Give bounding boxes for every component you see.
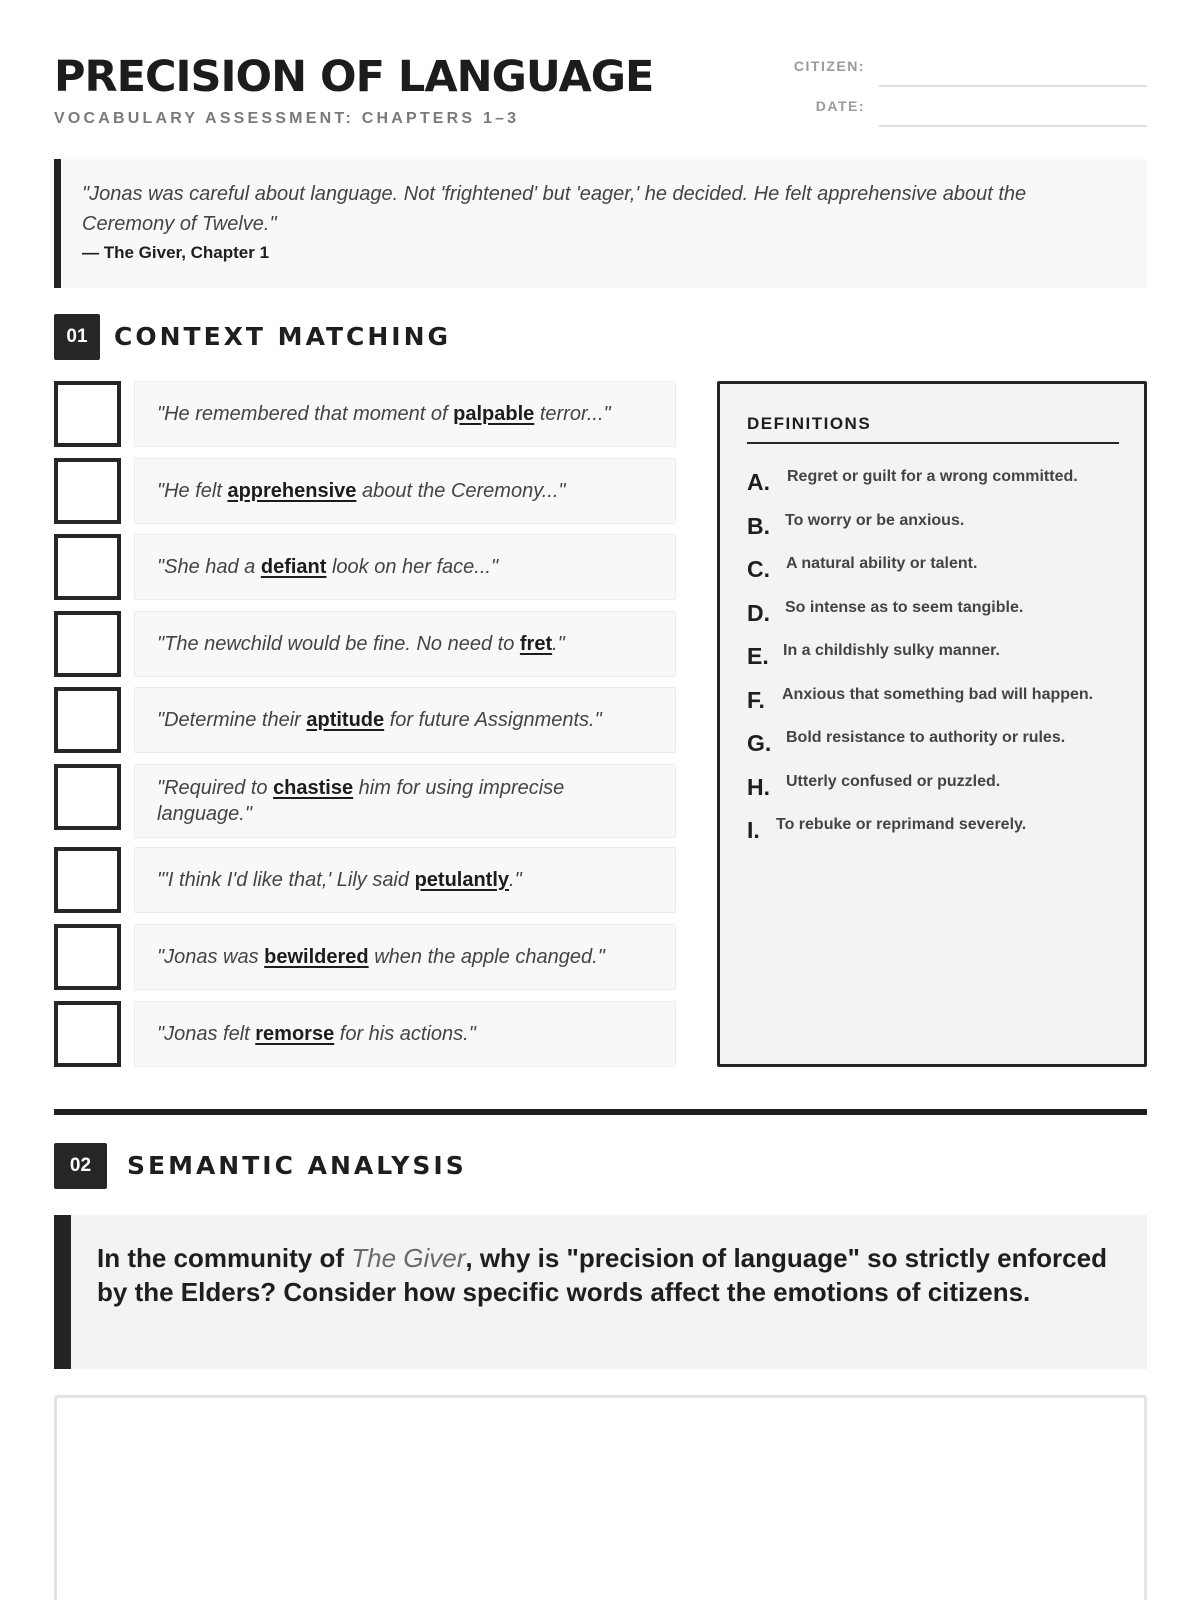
context-sentence [134,381,676,447]
section-title: SEMANTIC ANALYSIS [127,1151,467,1180]
book-title: The Giver [351,1243,466,1273]
sentence-text: "Jonas felt [157,1023,256,1045]
section-header-context-matching [54,314,654,360]
vocab-word: remorse [255,1023,335,1045]
sentence-text: "He remembered that moment of [157,403,454,425]
vocab-word: defiant [260,556,327,578]
sentence-text: "Determine their [157,709,307,731]
sentence-text: "The newchild would be fine. No need to [157,633,520,655]
definition-letter: C. [747,556,770,582]
vocab-word: palpable [453,403,535,425]
sentence-text: him for using imprecise language." [157,777,565,825]
answer-box[interactable] [54,458,121,524]
sentence-text: when the apple changed." [368,946,605,968]
definition-item [747,463,1117,507]
sentence-text: for future Assignments." [384,709,602,731]
sentence-text: ." [509,869,522,891]
context-sentence [134,924,676,990]
section-number-badge: 02 [54,1143,107,1189]
date-label: DATE: [815,98,865,114]
context-sentence [134,611,676,677]
definition-letter: H. [747,773,770,800]
answer-box[interactable] [54,764,121,830]
vocab-word: petulantly [414,869,510,891]
definition-item [747,681,1117,725]
vocab-word: bewildered [264,946,369,968]
definitions-list [747,463,1117,855]
context-sentence [134,764,676,838]
sentence-text: look on her face..." [326,556,499,578]
definition-text: So intense as to seem tangible. [785,598,1024,616]
context-sentence [134,458,676,524]
definition-text: A natural ability or talent. [786,555,978,572]
sentence-text: about the Ceremony..." [356,480,566,502]
context-sentence [134,847,676,913]
definition-text: In a childishly sulky manner. [783,642,1000,659]
quote-source: — The Giver, Chapter 1 [82,243,270,262]
answer-box[interactable] [54,687,121,753]
citizen-field [54,50,1147,78]
answer-box[interactable] [54,1001,121,1067]
sentence-text: "Jonas was [157,946,265,968]
definition-text: Utterly confused or puzzled. [786,772,1001,790]
definition-letter: F. [747,686,765,713]
sentence-text: for his actions." [334,1023,476,1045]
definition-letter: D. [747,599,770,626]
citizen-label: CITIZEN: [793,58,865,74]
context-sentence [134,534,676,600]
vocab-word: apprehensive [227,480,357,502]
prompt-text: , why is "precision of language" so strictly enforced by the Elders? Consider how specific words affect the emotions of citizens. [97,1243,1107,1307]
definition-text: Regret or guilt for a wrong committed. [787,468,1078,485]
definitions-title: DEFINITIONS [747,414,1119,444]
context-sentence [134,687,676,753]
definition-item [747,594,1117,638]
page-subtitle: VOCABULARY ASSESSMENT: CHAPTERS 1–3 [54,110,520,127]
section-title: CONTEXT MATCHING [114,322,452,351]
sentence-text: "Required to [157,777,274,799]
definition-text: To worry or be anxious. [785,511,965,529]
vocab-word: aptitude [306,709,385,731]
definition-item [747,507,1117,551]
definition-item [747,811,1117,855]
prompt-text: In the community of [97,1243,352,1273]
definition-letter: E. [747,643,769,669]
date-input-line[interactable] [879,125,1147,127]
definition-item [747,550,1117,594]
header [54,50,1147,140]
context-sentence [134,1001,676,1067]
answer-box[interactable] [54,381,121,447]
definition-item [747,768,1117,812]
answer-box[interactable] [54,534,121,600]
section-divider [54,1109,1147,1115]
essay-prompt [54,1215,1147,1369]
epigraph-quote [54,159,1147,288]
worksheet-page [54,0,1147,1600]
definition-text: To rebuke or reprimand severely. [776,816,1027,833]
answer-box[interactable] [54,847,121,913]
definitions-panel [717,381,1147,1067]
sentence-text: terror..." [534,403,611,425]
definition-letter: I. [747,817,760,843]
answer-box[interactable] [54,611,121,677]
definition-letter: G. [747,730,772,756]
sentence-text: "He felt [157,480,228,502]
citizen-input-line[interactable] [879,85,1147,87]
sentence-text: ." [552,633,565,655]
definition-item [747,637,1117,681]
sentence-text: "'I think I'd like that,' Lily said [157,869,415,891]
vocab-word: fret [519,633,553,655]
definition-letter: B. [747,512,770,539]
definition-text: Bold resistance to authority or rules. [786,729,1066,746]
definition-letter: A. [747,469,770,495]
section-header-semantic-analysis [54,1143,654,1189]
definition-text: Anxious that something bad will happen. [782,685,1094,703]
quote-text: "Jonas was careful about language. Not 'frightened' but 'eager,' he decided. He felt apprehensive about the Ceremony of Twelve." [82,183,1027,235]
answer-box[interactable] [54,924,121,990]
sentence-text: "She had a [157,556,261,578]
date-field [54,90,1147,118]
section-number-badge: 01 [54,314,100,360]
definition-item [747,724,1117,768]
page-title: PRECISION OF LANGUAGE [54,52,654,102]
vocab-word: chastise [273,777,354,799]
essay-answer-area[interactable] [54,1395,1147,1600]
